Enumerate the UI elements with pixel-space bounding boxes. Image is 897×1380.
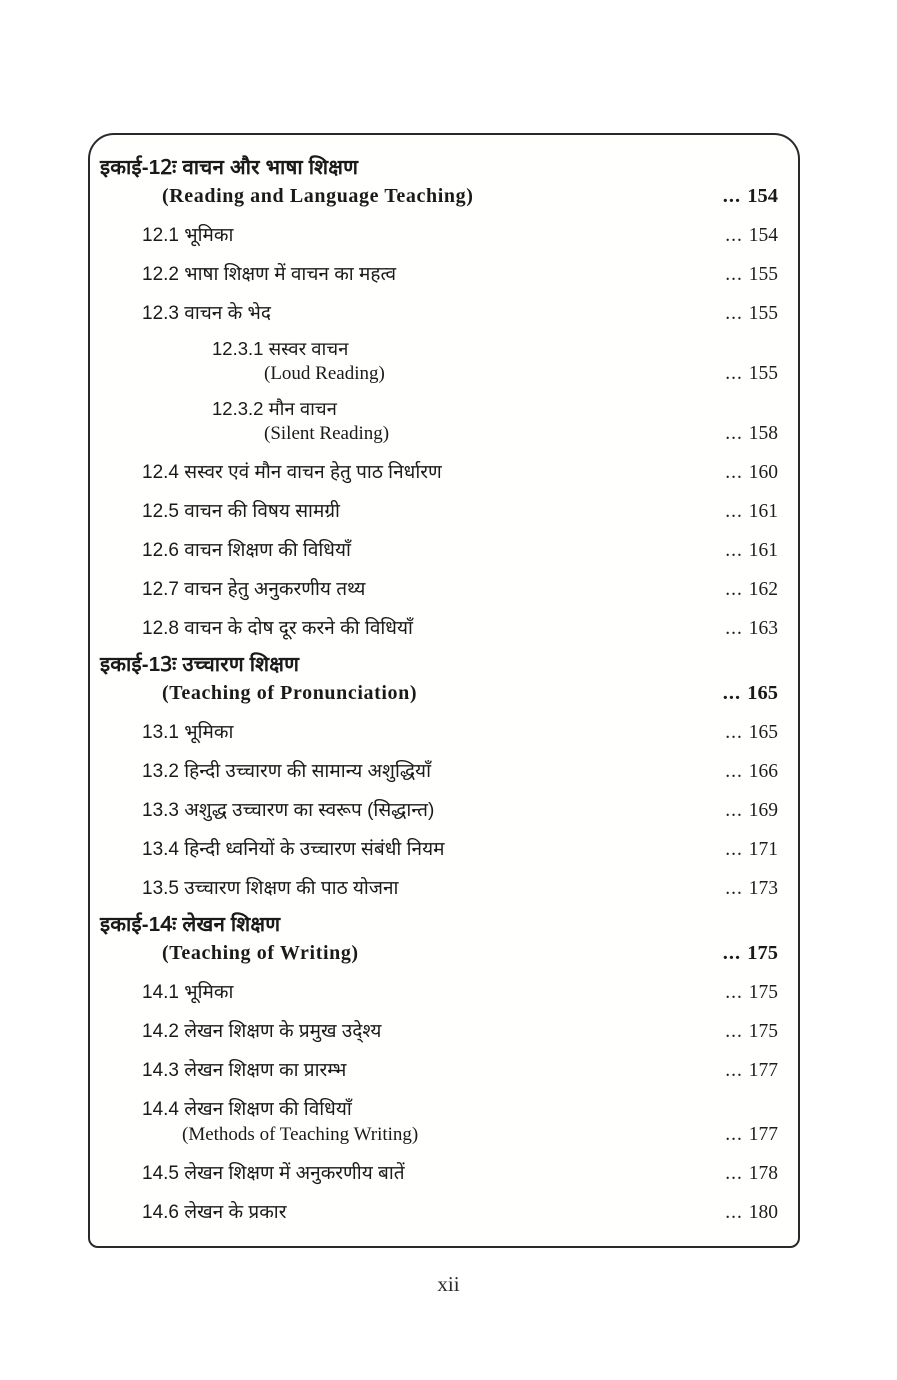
page-number: 165 — [748, 722, 778, 743]
unit-heading-row — [100, 153, 778, 181]
section-page-number — [682, 761, 778, 783]
page-number: 158 — [748, 423, 778, 444]
unit-heading-row — [100, 650, 778, 678]
unit-heading-en-row — [100, 682, 778, 705]
unit-page-number — [682, 942, 778, 965]
section-label: 13.3 अशुद्ध उच्चारण का स्वरूप (सिद्धान्त) — [142, 800, 435, 821]
page-number: 177 — [748, 1124, 778, 1145]
unit-page-number — [682, 185, 778, 208]
toc-section-row — [100, 835, 778, 861]
toc-section-row — [100, 757, 778, 783]
subsection-label-english: (Loud Reading) — [264, 363, 385, 384]
section-label: 14.5 लेखन शिक्षण में अनुकरणीय बातें — [142, 1163, 405, 1184]
page-number: 178 — [748, 1163, 778, 1184]
unit-heading-en-row — [100, 185, 778, 208]
section-page-number — [682, 800, 778, 822]
section-label: 12.3 वाचन के भेद — [142, 303, 271, 324]
section-page-number — [682, 501, 778, 523]
toc-section-row — [100, 458, 778, 484]
page-number: 155 — [748, 303, 778, 324]
section-label: 13.4 हिन्दी ध्वनियों के उच्चारण संबंधी नियम — [142, 839, 445, 860]
unit-heading-english: (Teaching of Pronunciation) — [162, 682, 418, 704]
page-number: 180 — [748, 1202, 778, 1223]
page-number: 175 — [748, 1021, 778, 1042]
dot-leader: ... — [725, 303, 749, 324]
page-number: 175 — [747, 942, 778, 964]
dot-leader: ... — [725, 501, 749, 522]
dot-leader: ... — [725, 579, 749, 600]
toc-subsection-row — [100, 396, 778, 421]
toc-section-row — [100, 978, 778, 1004]
unit-heading-row — [100, 910, 778, 938]
toc-section-row — [100, 1056, 778, 1082]
section-page-number — [682, 303, 778, 325]
toc-section-row — [100, 1017, 778, 1043]
section-page-number — [682, 462, 778, 484]
section-label-english: (Methods of Teaching Writing) — [182, 1124, 419, 1145]
subsection-label-english: (Silent Reading) — [264, 423, 390, 444]
section-label: 13.5 उच्चारण शिक्षण की पाठ योजना — [142, 878, 399, 899]
toc-section-row — [100, 497, 778, 523]
section-label: 14.2 लेखन शिक्षण के प्रमुख उदे्श्य — [142, 1021, 382, 1042]
dot-leader: ... — [725, 1124, 749, 1145]
page-number: 161 — [748, 540, 778, 561]
page-folio: xii — [437, 1272, 460, 1296]
section-page-number — [682, 982, 778, 1004]
toc-section-row — [100, 614, 778, 640]
dot-leader: ... — [725, 761, 749, 782]
page-number: 154 — [747, 185, 778, 207]
section-label: 14.6 लेखन के प्रकार — [142, 1202, 287, 1223]
dot-leader: ... — [725, 982, 749, 1003]
section-label: 12.4 सस्वर एवं मौन वाचन हेतु पाठ निर्धारण — [142, 462, 442, 483]
page-number: 169 — [748, 800, 778, 821]
dot-leader: ... — [725, 1021, 749, 1042]
toc-section-row — [100, 299, 778, 325]
section-page-number — [682, 1124, 778, 1146]
toc-section-row — [100, 718, 778, 744]
toc-section-row — [100, 260, 778, 286]
dot-leader: ... — [725, 1202, 749, 1223]
subsection-page-number — [682, 363, 778, 385]
page-number: 177 — [748, 1060, 778, 1081]
toc-section-row — [100, 575, 778, 601]
section-label: 12.7 वाचन हेतु अनुकरणीय तथ्य — [142, 579, 366, 600]
subsection-label: 12.3.2 मौन वाचन — [212, 398, 337, 419]
dot-leader: ... — [725, 462, 749, 483]
dot-leader: ... — [725, 1163, 749, 1184]
page-number: 165 — [747, 682, 778, 704]
page-number: 155 — [748, 363, 778, 384]
dot-leader: ... — [725, 363, 749, 384]
section-label: 12.2 भाषा शिक्षण में वाचन का महत्व — [142, 264, 397, 285]
dot-leader: ... — [725, 423, 749, 444]
dot-leader: ... — [725, 264, 749, 285]
unit-heading-hindi: इकाई-13ः उच्चारण शिक्षण — [100, 653, 300, 676]
unit-heading-hindi: इकाई-14ः लेखन शिक्षण — [100, 913, 281, 936]
toc-section-row — [100, 1159, 778, 1185]
section-page-number — [682, 878, 778, 900]
section-label: 13.2 हिन्दी उच्चारण की सामान्य अशुद्धियाँ — [142, 761, 431, 782]
dot-leader: ... — [722, 682, 748, 704]
unit-heading-english: (Teaching of Writing) — [162, 942, 359, 964]
dot-leader: ... — [725, 878, 749, 899]
unit-heading-hindi: इकाई-12ः वाचन और भाषा शिक्षण — [100, 156, 359, 179]
toc-section-row — [100, 1198, 778, 1224]
dot-leader: ... — [725, 1060, 749, 1081]
toc-subsection-en-row — [100, 363, 778, 385]
page-number: 171 — [748, 839, 778, 860]
section-page-number — [682, 722, 778, 744]
section-label: 12.6 वाचन शिक्षण की विधियाँ — [142, 540, 351, 561]
unit-page-number — [682, 682, 778, 705]
section-page-number — [682, 1163, 778, 1185]
section-label: 12.1 भूमिका — [142, 225, 234, 246]
toc-section-row — [100, 536, 778, 562]
dot-leader: ... — [722, 185, 748, 207]
dot-leader: ... — [725, 618, 749, 639]
section-page-number — [682, 579, 778, 601]
dot-leader: ... — [725, 800, 749, 821]
page-number: 160 — [748, 462, 778, 483]
section-page-number — [682, 1060, 778, 1082]
page-number: 155 — [748, 264, 778, 285]
section-page-number — [682, 618, 778, 640]
section-label: 13.1 भूमिका — [142, 722, 234, 743]
section-page-number — [682, 225, 778, 247]
unit-heading-english: (Reading and Language Teaching) — [162, 185, 474, 207]
section-page-number — [682, 540, 778, 562]
section-page-number — [682, 264, 778, 286]
page-number: 166 — [748, 761, 778, 782]
page-number: 161 — [748, 501, 778, 522]
toc-section-row — [100, 1095, 778, 1121]
dot-leader: ... — [725, 722, 749, 743]
toc-section-row — [100, 874, 778, 900]
section-label: 14.3 लेखन शिक्षण का प्रारम्भ — [142, 1060, 347, 1081]
table-of-contents — [92, 137, 796, 1224]
section-page-number — [682, 839, 778, 861]
section-label: 14.4 लेखन शिक्षण की विधियाँ — [142, 1099, 352, 1120]
dot-leader: ... — [725, 540, 749, 561]
section-label: 12.8 वाचन के दोष दूर करने की विधियाँ — [142, 618, 413, 639]
toc-subsection-row — [100, 336, 778, 361]
subsection-label: 12.3.1 सस्वर वाचन — [212, 338, 349, 359]
section-label: 14.1 भूमिका — [142, 982, 234, 1003]
dot-leader: ... — [722, 942, 748, 964]
section-page-number — [682, 1021, 778, 1043]
toc-subsection-en-row — [100, 423, 778, 445]
dot-leader: ... — [725, 225, 749, 246]
section-page-number — [682, 1202, 778, 1224]
page-number: 175 — [748, 982, 778, 1003]
toc-section-row — [100, 221, 778, 247]
page-number: 154 — [748, 225, 778, 246]
subsection-page-number — [682, 423, 778, 445]
toc-section-en-row — [100, 1124, 778, 1146]
page-number: 163 — [748, 618, 778, 639]
dot-leader: ... — [725, 839, 749, 860]
unit-heading-en-row — [100, 942, 778, 965]
section-label: 12.5 वाचन की विषय सामग्री — [142, 501, 340, 522]
toc-section-row — [100, 796, 778, 822]
page-number: 162 — [748, 579, 778, 600]
page-number: 173 — [748, 878, 778, 899]
